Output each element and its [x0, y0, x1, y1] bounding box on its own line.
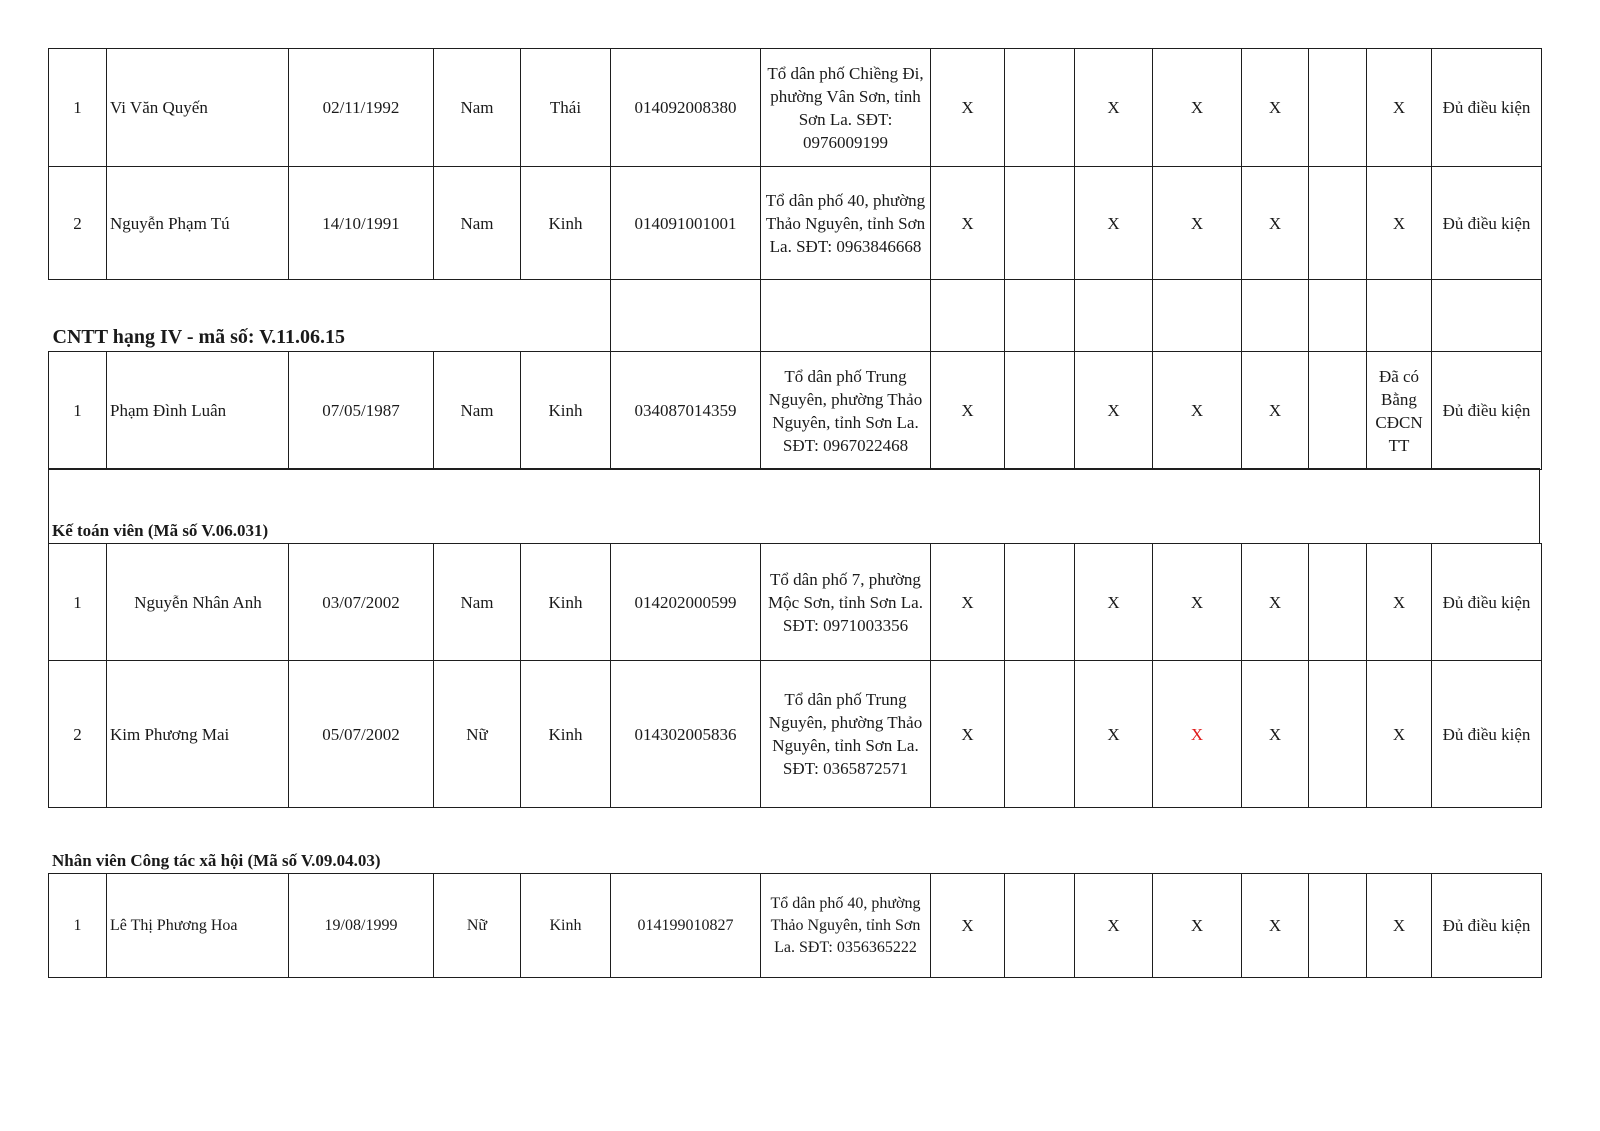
criterion-6-cell: [1309, 352, 1367, 470]
criterion-7-cell: Đã có Bằng CĐCN TT: [1367, 352, 1432, 470]
criterion-5-cell: X: [1242, 874, 1309, 978]
stt-cell: 1: [49, 352, 107, 470]
criterion-1-cell: X: [931, 49, 1005, 167]
table-row: [49, 49, 1542, 167]
name-cell: Nguyễn Phạm Tú: [107, 167, 289, 280]
table-row: [49, 352, 1542, 470]
table-row: [49, 167, 1542, 280]
criterion-6-cell: [1309, 874, 1367, 978]
gender-cell: Nam: [434, 352, 521, 470]
address-cell: Tổ dân phố 40, phường Thảo Nguyên, tỉnh Sơn La. SĐT: 0963846668: [761, 167, 931, 280]
dob-cell: 19/08/1999: [289, 874, 434, 978]
criterion-4-cell: X: [1153, 544, 1242, 661]
stt-cell: 1: [49, 49, 107, 167]
section-box-ketoan: [48, 468, 1540, 544]
criterion-4-cell: X: [1153, 352, 1242, 470]
result-cell: Đủ điều kiện: [1432, 167, 1542, 280]
stt-cell: 2: [49, 167, 107, 280]
id-number-cell: 014091001001: [611, 167, 761, 280]
result-cell: Đủ điều kiện: [1432, 49, 1542, 167]
dob-cell: 07/05/1987: [289, 352, 434, 470]
gender-cell: Nam: [434, 544, 521, 661]
ethnicity-cell: Kinh: [521, 544, 611, 661]
criterion-2-cell: [1005, 544, 1075, 661]
criterion-7-cell: X: [1367, 167, 1432, 280]
criterion-5-cell: X: [1242, 167, 1309, 280]
address-cell: Tổ dân phố 40, phường Thảo Nguyên, tỉnh Sơn La. SĐT: 0356365222: [761, 874, 931, 978]
result-cell: Đủ điều kiện: [1432, 661, 1542, 808]
criterion-3-cell: X: [1075, 661, 1153, 808]
gender-cell: Nam: [434, 49, 521, 167]
address-cell: Tổ dân phố Trung Nguyên, phường Thảo Nguyên, tỉnh Sơn La. SĐT: 0365872571: [761, 661, 931, 808]
name-cell: Nguyễn Nhân Anh: [107, 544, 289, 661]
criterion-6-cell: [1309, 49, 1367, 167]
criterion-1-cell: X: [931, 544, 1005, 661]
criterion-6-cell: [1309, 167, 1367, 280]
gender-cell: Nam: [434, 167, 521, 280]
ethnicity-cell: Kinh: [521, 661, 611, 808]
name-cell: Lê Thị Phương Hoa: [107, 874, 289, 978]
criterion-5-cell: X: [1242, 49, 1309, 167]
ethnicity-cell: Kinh: [521, 167, 611, 280]
criterion-5-cell: X: [1242, 661, 1309, 808]
criterion-5-cell: X: [1242, 352, 1309, 470]
candidate-table-2: [48, 543, 1542, 808]
criterion-2-cell: [1005, 49, 1075, 167]
dob-cell: 05/07/2002: [289, 661, 434, 808]
gender-cell: Nữ: [434, 874, 521, 978]
id-number-cell: 034087014359: [611, 352, 761, 470]
criterion-4-cell-highlighted: X: [1153, 661, 1242, 808]
criterion-3-cell: X: [1075, 352, 1153, 470]
section-header-row: [49, 280, 1542, 352]
ethnicity-cell: Kinh: [521, 874, 611, 978]
stt-cell: 1: [49, 544, 107, 661]
criterion-3-cell: X: [1075, 49, 1153, 167]
result-cell: Đủ điều kiện: [1432, 874, 1542, 978]
criterion-4-cell: X: [1153, 49, 1242, 167]
id-number-cell: 014199010827: [611, 874, 761, 978]
section-title-cntt: CNTT hạng IV - mã số: V.11.06.15: [49, 280, 611, 352]
dob-cell: 02/11/1992: [289, 49, 434, 167]
criterion-1-cell: X: [931, 661, 1005, 808]
address-cell: Tổ dân phố Chiềng Đi, phường Vân Sơn, tỉnh Sơn La. SĐT: 0976009199: [761, 49, 931, 167]
id-number-cell: 014302005836: [611, 661, 761, 808]
criterion-1-cell: X: [931, 167, 1005, 280]
dob-cell: 03/07/2002: [289, 544, 434, 661]
name-cell: Phạm Đình Luân: [107, 352, 289, 470]
criterion-7-cell: X: [1367, 661, 1432, 808]
result-cell: Đủ điều kiện: [1432, 544, 1542, 661]
criterion-1-cell: X: [931, 874, 1005, 978]
criterion-4-cell: X: [1153, 874, 1242, 978]
gender-cell: Nữ: [434, 661, 521, 808]
criterion-7-cell: X: [1367, 544, 1432, 661]
ethnicity-cell: Kinh: [521, 352, 611, 470]
result-cell: Đủ điều kiện: [1432, 352, 1542, 470]
name-cell: Vi Văn Quyến: [107, 49, 289, 167]
criterion-3-cell: X: [1075, 544, 1153, 661]
id-number-cell: 014092008380: [611, 49, 761, 167]
criterion-6-cell: [1309, 661, 1367, 808]
id-number-cell: 014202000599: [611, 544, 761, 661]
stt-cell: 2: [49, 661, 107, 808]
dob-cell: 14/10/1991: [289, 167, 434, 280]
criterion-2-cell: [1005, 167, 1075, 280]
address-cell: Tổ dân phố 7, phường Mộc Sơn, tỉnh Sơn La. SĐT: 0971003356: [761, 544, 931, 661]
ethnicity-cell: Thái: [521, 49, 611, 167]
criterion-2-cell: [1005, 874, 1075, 978]
criterion-2-cell: [1005, 352, 1075, 470]
table-row: [49, 661, 1542, 808]
criterion-4-cell: X: [1153, 167, 1242, 280]
criterion-1-cell: X: [931, 352, 1005, 470]
criterion-7-cell: X: [1367, 874, 1432, 978]
candidate-table-1: [48, 48, 1542, 470]
name-cell: Kim Phương Mai: [107, 661, 289, 808]
address-cell: Tổ dân phố Trung Nguyên, phường Thảo Nguyên, tỉnh Sơn La. SĐT: 0967022468: [761, 352, 931, 470]
criterion-6-cell: [1309, 544, 1367, 661]
criterion-5-cell: X: [1242, 544, 1309, 661]
table-row: [49, 874, 1542, 978]
criterion-3-cell: X: [1075, 874, 1153, 978]
candidate-table-3: [48, 873, 1542, 978]
stt-cell: 1: [49, 874, 107, 978]
table-row: [49, 544, 1542, 661]
criterion-2-cell: [1005, 661, 1075, 808]
section-title-ctxh: Nhân viên Công tác xã hội (Mã số V.09.04.03): [52, 851, 381, 870]
section-title-ketoan: Kế toán viên (Mã số V.06.031): [52, 521, 269, 540]
criterion-7-cell: X: [1367, 49, 1432, 167]
criterion-3-cell: X: [1075, 167, 1153, 280]
